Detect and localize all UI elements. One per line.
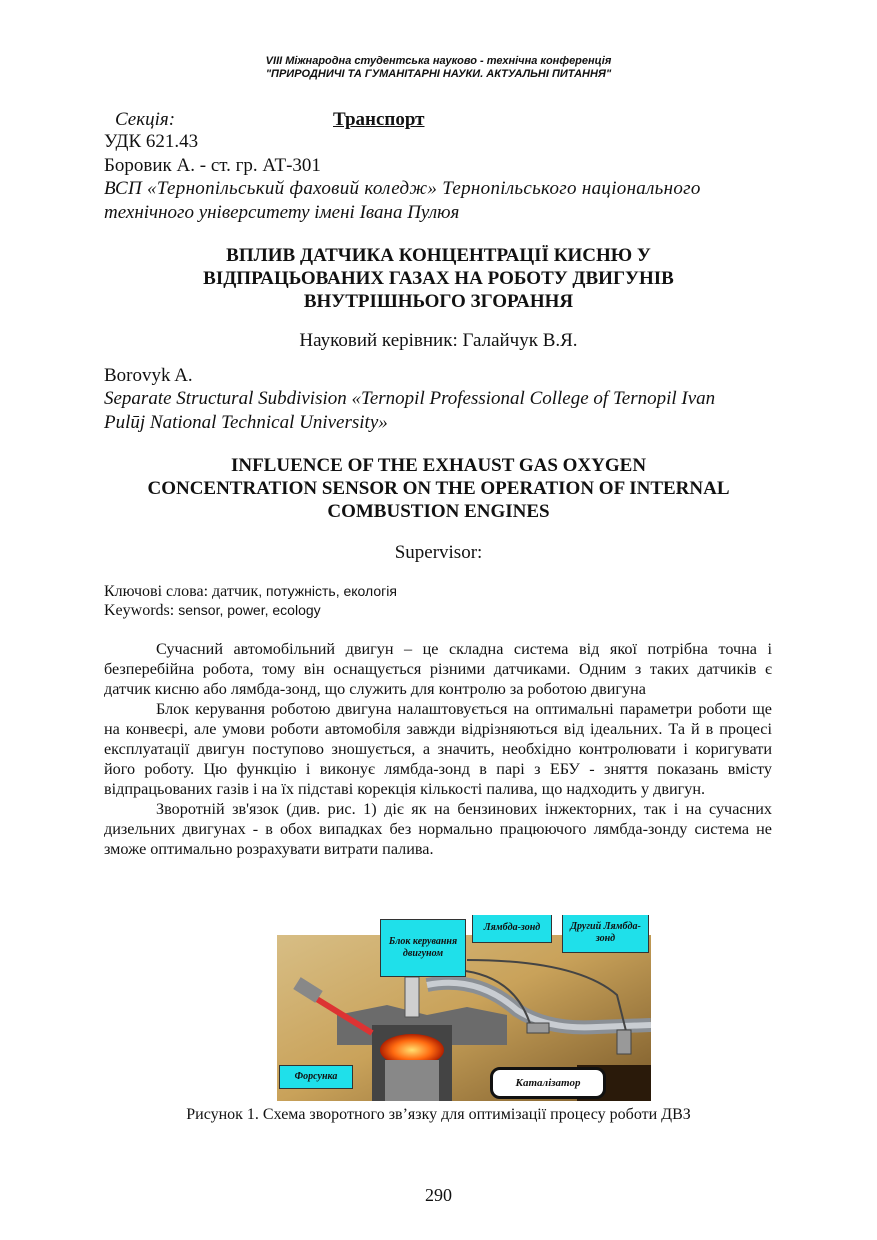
title-ua-line2: ВІДПРАЦЬОВАНИХ ГАЗАХ НА РОБОТУ ДВИГУНІВ — [203, 268, 674, 289]
paragraph-2: Блок керування роботою двигуна налаштовується на оптимальні параметри роботи ще на конвеєрі, але умови роботи автомобіля завжди відрізняються від ідеальних. Та й в процесі експлуатації двигун поступово зношується, а значить, необхідно контролювати і коригувати його роботу. Цю функцію і виконує лямбда-зонд в парі з ЕБУ - зняття показань вмісту відпрацьованих газів і на їх підставі корекція кількості палива, що надходить у двигун. — [104, 700, 772, 798]
label-injector: Форсунка — [279, 1065, 353, 1089]
keywords-en-value: sensor, power, ecology — [178, 602, 321, 618]
paragraph-1: Сучасний автомобільний двигун – це складна система від якої потрібна точна і безперебійна робота, тому він оснащується різними датчиками. Одним з таких датчиків є датчик кисню або лямбда-зонд, що служить для контролю за роботою двигуна — [104, 640, 772, 698]
title-ua-line1: ВПЛИВ ДАТЧИКА КОНЦЕНТРАЦІЇ КИСНЮ У — [226, 245, 651, 266]
title-ua-line3: ВНУТРІШНЬОГО ЗГОРАННЯ — [303, 291, 574, 312]
keywords-en — [104, 601, 321, 620]
keywords-en-label: Keywords: — [104, 602, 179, 619]
label-ecu: Блок керування двигуном — [380, 919, 466, 977]
title-en-line3: COMBUSTION ENGINES — [327, 501, 550, 522]
affiliation-en-line2: Pulūj National Technical University» — [104, 412, 388, 433]
supervisor-ua: Науковий керівник: Галайчук В.Я. — [299, 330, 578, 351]
udk: УДК 621.43 — [104, 131, 199, 152]
paragraph-3: Зворотній зв'язок (див. рис. 1) діє як на бензинових інжекторних, так і на сучасних дизельних двигунах - в обох випадках без нормально працюючого лямбда-зонду система не зможе оптимально розрахувати витрати палива. — [104, 800, 772, 858]
figure-caption: Рисунок 1. Схема зворотного зв’язку для оптимізації процесу роботи ДВЗ — [186, 1106, 691, 1123]
author-ua: Боровик А. - ст. гр. АТ-301 — [104, 155, 321, 176]
title-en-line1: INFLUENCE OF THE EXHAUST GAS OXYGEN — [230, 455, 647, 476]
keywords-ua — [104, 582, 397, 601]
label-lambda-2: Другий Лямбда-зонд — [562, 915, 649, 953]
conference-line-1: VIII Міжнародна студентська науково - технічна конференція — [265, 55, 612, 67]
affiliation-ua-line2: технічного університету імені Івана Пулюя — [104, 202, 460, 223]
label-lambda-1: Лямбда-зонд — [472, 915, 552, 943]
title-en-line2: CONCENTRATION SENSOR ON THE OPERATION OF INTERNAL — [147, 478, 730, 499]
keywords-ua-value: , потужність, екологія — [258, 583, 397, 599]
section-label: Секція: — [115, 109, 176, 130]
affiliation-en-line1: Separate Structural Subdivision «Ternopil Professional College of Ternopil Ivan — [104, 388, 716, 409]
page-number: 290 — [425, 1185, 452, 1205]
label-catalyst: Каталізатор — [490, 1067, 606, 1099]
author-en: Borovyk A. — [104, 365, 193, 386]
body-text — [104, 639, 772, 859]
engine-feedback-figure — [277, 915, 651, 1101]
conference-line-2: "ПРИРОДНИЧІ ТА ГУМАНІТАРНІ НАУКИ. АКТУАЛЬНІ ПИТАННЯ" — [265, 68, 612, 80]
supervisor-en: Supervisor: — [394, 542, 483, 563]
section-value: Транспорт — [333, 109, 425, 130]
keywords-ua-label: Ключові слова: датчик — [104, 583, 259, 600]
affiliation-ua-line1: ВСП «Тернопільський фаховий коледж» Тернопільського національного — [104, 178, 701, 199]
